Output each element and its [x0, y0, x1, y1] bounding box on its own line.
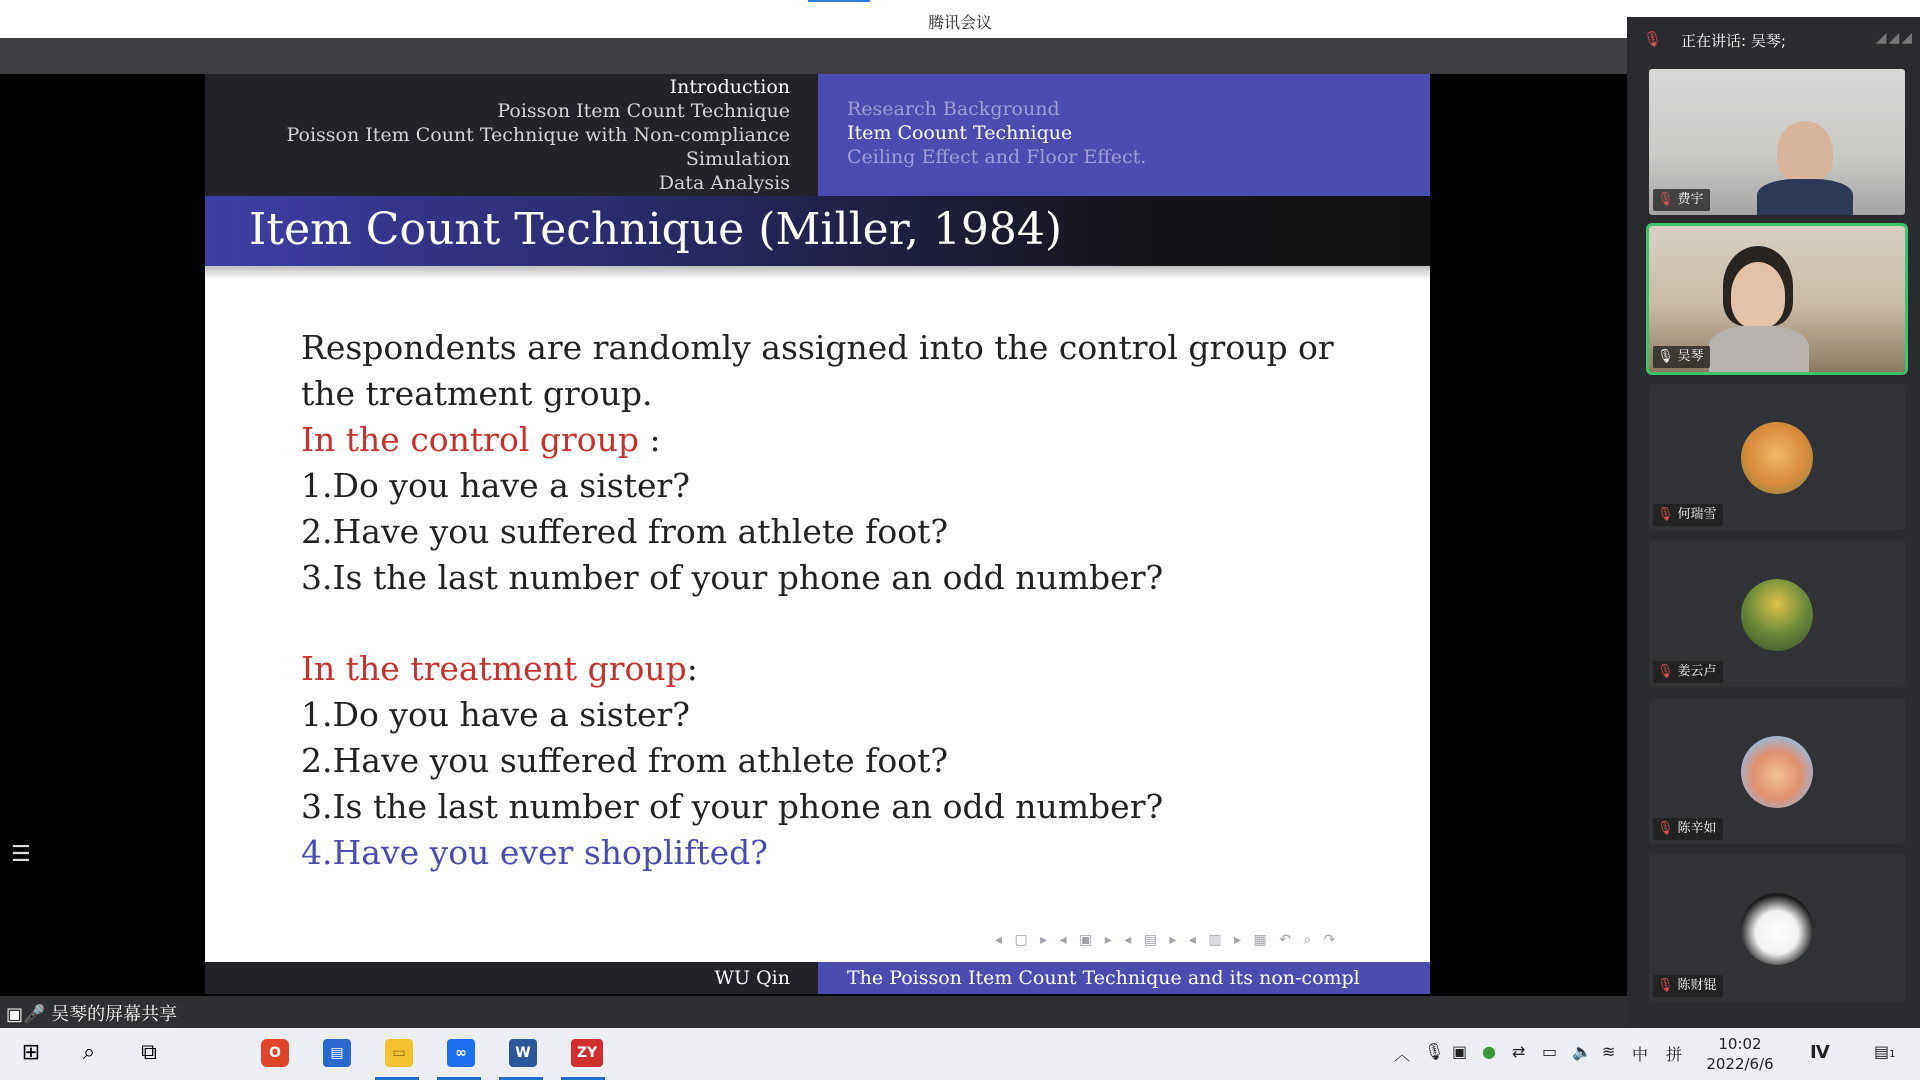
control-item: 2.Have you suffered from athlete foot?	[301, 512, 949, 551]
slide-body	[301, 325, 1334, 876]
treatment-item: 1.Do you have a sister?	[301, 695, 690, 734]
participant-tile[interactable]	[1649, 698, 1905, 844]
frame-title: Item Count Technique (Miller, 1984)	[249, 204, 1062, 255]
tree-avatar-icon	[1741, 579, 1813, 651]
treatment-label: In the treatment group	[301, 649, 687, 688]
participant-video	[1731, 262, 1785, 328]
start-icon[interactable]: ⊞	[21, 1040, 41, 1065]
tray-app-icon[interactable]: Ⅳ	[1810, 1042, 1830, 1063]
mic-muted-icon: 🎙	[1643, 30, 1663, 48]
treatment-colon: :	[686, 649, 698, 688]
participant-name-tag	[1653, 189, 1710, 211]
window-title: 腾讯会议	[927, 13, 992, 32]
participant-tile[interactable]	[1649, 69, 1905, 215]
control-heading	[301, 417, 1334, 463]
nav-section-simulation[interactable]: Simulation	[685, 148, 790, 170]
word-icon[interactable]: W	[509, 1039, 537, 1067]
participant-tile[interactable]	[1649, 541, 1905, 687]
office-icon[interactable]: O	[261, 1039, 289, 1067]
nav-section-poisson-noncompliance[interactable]: Poisson Item Count Technique with Non-compliance	[286, 124, 790, 146]
meeting-toolbar-strip	[0, 38, 1640, 74]
volume-icon[interactable]: 🔈	[1572, 1042, 1592, 1061]
participant-tile-active[interactable]	[1649, 226, 1905, 372]
participant-name: 何瑞雪	[1677, 507, 1717, 522]
clock-time: 10:02	[1718, 1035, 1762, 1053]
screen-share-text: 吴琴的屏幕共享	[51, 1004, 178, 1025]
treatment-heading	[301, 646, 1334, 692]
mic-muted-icon: 🎙	[1657, 978, 1674, 993]
participant-video	[1757, 179, 1853, 215]
mic-on-icon: 🎙	[1657, 349, 1674, 364]
participant-name-tag	[1653, 661, 1723, 683]
tiger-cartoon-avatar-icon	[1741, 736, 1813, 808]
speaking-label: 正在讲话: 吴琴;	[1681, 32, 1786, 50]
control-item: 1.Do you have a sister?	[301, 466, 690, 505]
footer-author: WU Qin	[714, 967, 790, 989]
control-colon: :	[639, 420, 661, 459]
mic-muted-icon: 🎙	[1657, 664, 1674, 679]
participant-name-tag	[1653, 818, 1723, 840]
notification-count: 1	[1889, 1049, 1896, 1060]
control-label: In the control group	[301, 420, 640, 459]
presentation-slide	[205, 74, 1430, 994]
participant-name: 陈财锟	[1677, 978, 1717, 993]
tiger-avatar-icon	[1741, 422, 1813, 494]
participant-name: 吴琴	[1677, 349, 1704, 364]
file-explorer-icon[interactable]: ▭	[385, 1039, 413, 1067]
participant-name-tag	[1653, 504, 1723, 526]
battery-icon[interactable]: ▭	[1542, 1042, 1558, 1061]
control-item: 3.Is the last number of your phone an odd number?	[301, 558, 1164, 597]
frame-title-bar	[205, 196, 1430, 266]
participant-video	[1777, 121, 1833, 183]
mic-muted-icon: 🎙	[1657, 192, 1674, 207]
treatment-item: 3.Is the last number of your phone an odd number?	[301, 787, 1164, 826]
participant-name-tag	[1653, 975, 1723, 997]
intro-line: Respondents are randomly assigned into the control group or	[301, 328, 1334, 367]
participant-tile[interactable]	[1649, 855, 1905, 1001]
tencent-meeting-icon[interactable]: ∞	[447, 1039, 475, 1067]
list-icon[interactable]: ☰	[11, 842, 31, 867]
wifi-icon[interactable]: ≋	[1602, 1042, 1616, 1061]
subsection-navigation	[818, 74, 1430, 196]
screen-share-icon: ▣🎤	[6, 1004, 46, 1025]
footer-author-bar	[205, 962, 818, 994]
footer-title-bar	[818, 962, 1430, 994]
nav-section-introduction[interactable]: Introduction	[669, 76, 790, 98]
nav-subsection-item-count[interactable]: Item Coount Technique	[847, 122, 1073, 144]
keyboard-layout-indicator[interactable]: 拼	[1666, 1045, 1683, 1064]
title-accent-bar	[808, 0, 870, 2]
store-icon[interactable]: ▤	[323, 1039, 351, 1067]
treatment-item: 2.Have you suffered from athlete foot?	[301, 741, 949, 780]
share-status-strip	[0, 996, 1638, 1028]
task-view-icon[interactable]: ⧉	[141, 1040, 157, 1065]
tray-app-icon[interactable]: ●	[1482, 1042, 1496, 1061]
windows-taskbar	[0, 1028, 1920, 1080]
screen-share-label	[0, 1003, 183, 1027]
sensitive-item: 4.Have you ever shoplifted?	[301, 833, 768, 872]
microphone-icon[interactable]: 🎙	[1424, 1042, 1445, 1061]
participant-tile[interactable]	[1649, 384, 1905, 530]
section-navigation	[205, 74, 818, 196]
nav-section-poisson[interactable]: Poisson Item Count Technique	[497, 100, 790, 122]
participant-name: 陈辛如	[1677, 821, 1717, 836]
intro-line: the treatment group.	[301, 374, 653, 413]
speaking-indicator	[1627, 22, 1920, 56]
zy-icon[interactable]: ZY	[571, 1039, 603, 1067]
participant-name: 费宇	[1677, 192, 1704, 207]
tray-app-icon[interactable]: ▣	[1452, 1042, 1468, 1061]
nav-subsection-research-background[interactable]: Research Background	[847, 98, 1060, 120]
clock-date: 2022/6/6	[1706, 1055, 1774, 1073]
notification-icon[interactable]: ▤1	[1874, 1042, 1896, 1061]
frame-title-shadow	[205, 266, 1430, 280]
footer-title: The Poisson Item Count Technique and its non-compl	[847, 967, 1360, 989]
signal-icon: ◢◢◢	[1875, 30, 1914, 46]
participant-video	[1709, 326, 1809, 372]
chevron-up-icon[interactable]: ︿	[1394, 1045, 1411, 1064]
mic-muted-icon: 🎙	[1657, 507, 1674, 522]
settings-sliders-icon[interactable]: ⇄	[1512, 1042, 1526, 1061]
mic-muted-icon: 🎙	[1657, 821, 1674, 836]
participant-name: 姜云卢	[1677, 664, 1717, 679]
search-icon[interactable]: ⌕	[82, 1040, 96, 1065]
nav-section-data-analysis[interactable]: Data Analysis	[658, 172, 790, 194]
ime-indicator[interactable]: 中	[1632, 1045, 1649, 1064]
system-clock[interactable]	[1700, 1034, 1780, 1074]
nav-subsection-ceiling-floor[interactable]: Ceiling Effect and Floor Effect.	[847, 146, 1147, 168]
beamer-navigation-icons[interactable]: ◂ ▢ ▸ ◂ ▣ ▸ ◂ ▤ ▸ ◂ ▥ ▸ ▦ ↶ ⌕ ↷	[995, 932, 1340, 948]
participant-name-tag	[1653, 346, 1710, 368]
panda-avatar-icon	[1741, 893, 1813, 965]
